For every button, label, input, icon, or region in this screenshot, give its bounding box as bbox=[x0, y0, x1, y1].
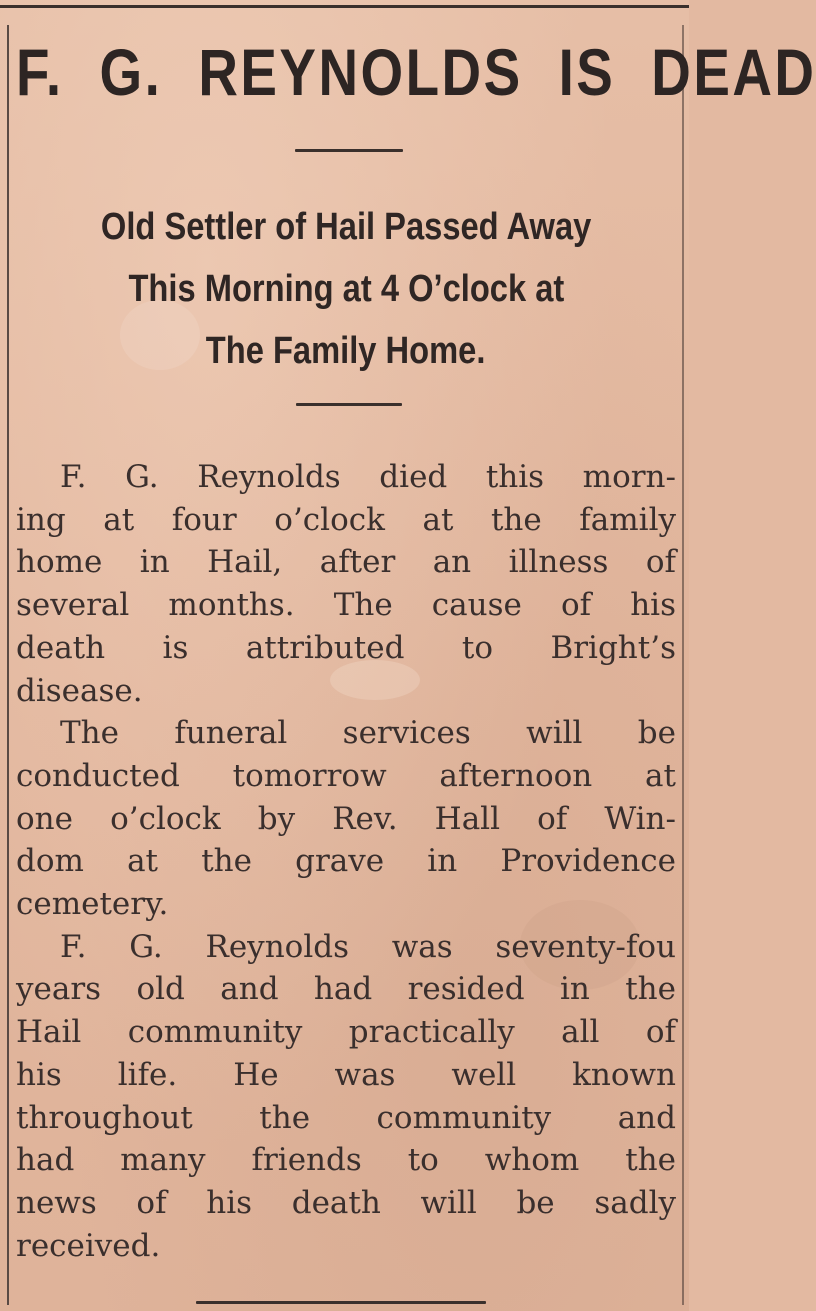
text-line: years old and had resided in the bbox=[16, 971, 676, 1008]
text-line: The funeral services will be bbox=[60, 715, 676, 752]
text-line: several months. The cause of his bbox=[16, 587, 676, 624]
top-border-rule bbox=[0, 5, 689, 8]
subhead-separator bbox=[296, 403, 402, 406]
subheadline bbox=[16, 196, 676, 382]
right-column-rule bbox=[682, 25, 684, 1305]
left-column-rule bbox=[7, 25, 9, 1305]
text-line: Hail community practically all of bbox=[16, 1014, 676, 1051]
text-line: his life. He was well known bbox=[16, 1056, 676, 1093]
paragraph-biography bbox=[16, 926, 676, 1268]
subhead-line: Old Settler of Hail Passed Away bbox=[100, 206, 592, 248]
paragraph-death-notice bbox=[16, 456, 676, 712]
bottom-separator bbox=[196, 1301, 486, 1304]
headline-separator bbox=[295, 149, 403, 152]
subhead-line: This Morning at 4 O’clock at bbox=[128, 268, 564, 310]
paragraph-funeral bbox=[16, 712, 676, 926]
headline: F. G. REYNOLDS IS DEAD bbox=[16, 35, 816, 109]
text-line: F. G. Reynolds was seventy-fou bbox=[60, 928, 676, 965]
text-line: news of his death will be sadly bbox=[16, 1184, 676, 1221]
text-line: home in Hail, after an illness of bbox=[16, 544, 676, 581]
subhead-line: The Family Home. bbox=[206, 330, 486, 372]
text-line: throughout the community and bbox=[16, 1099, 676, 1136]
text-line: cemetery. bbox=[16, 886, 169, 923]
text-line: F. G. Reynolds died this morn- bbox=[60, 459, 676, 495]
text-line: death is attributed to Bright’s bbox=[16, 629, 676, 666]
text-line: one o’clock by Rev. Hall of Win- bbox=[16, 800, 676, 837]
text-line: received. bbox=[16, 1227, 161, 1264]
text-line: disease. bbox=[16, 672, 143, 709]
article-body bbox=[16, 456, 676, 1267]
text-line: had many friends to whom the bbox=[16, 1142, 676, 1179]
text-line: conducted tomorrow afternoon at bbox=[16, 757, 676, 794]
text-line: dom at the grave in Providence bbox=[16, 843, 676, 880]
text-line: ing at four o’clock at the family bbox=[16, 501, 676, 538]
